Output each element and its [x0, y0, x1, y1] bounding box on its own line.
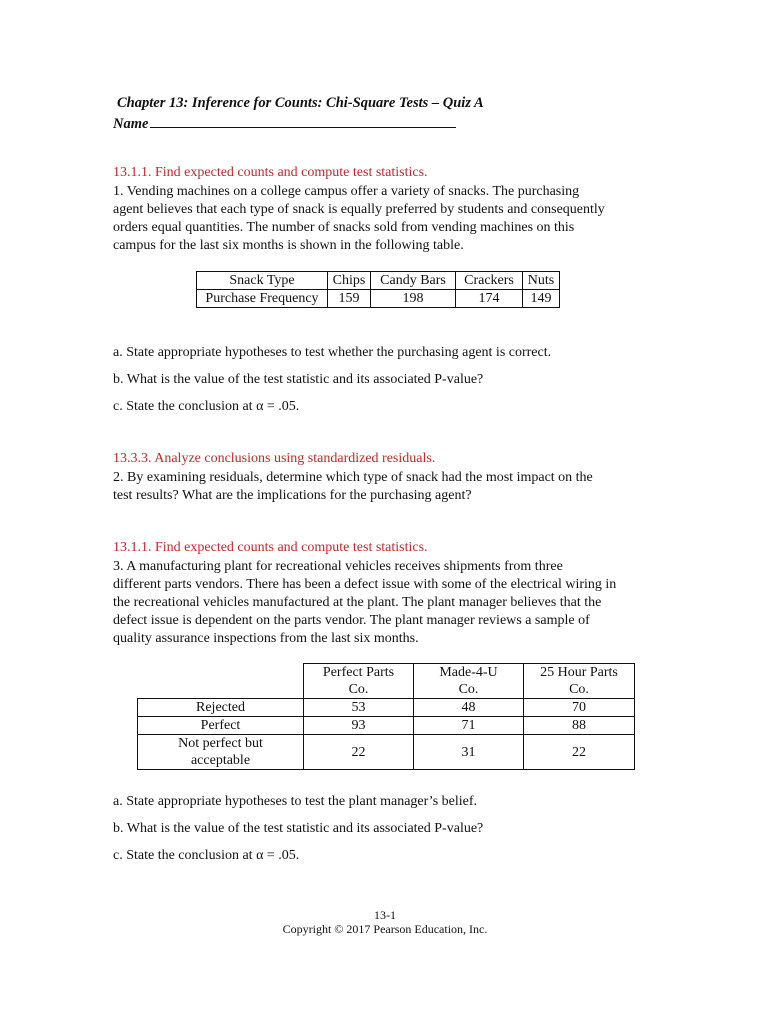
table-header-cell: Chips	[328, 272, 371, 290]
col-header-line: Made-4-U	[439, 665, 498, 680]
q2-line: test results? What are the implications for the purchasing agent?	[113, 488, 472, 503]
table-header-row	[197, 272, 560, 290]
table-cell: 198	[371, 290, 456, 308]
q1-part-a: a. State appropriate hypotheses to test whether the purchasing agent is correct.	[113, 345, 552, 360]
q1-text	[113, 183, 605, 255]
table-cell: 53	[304, 699, 414, 717]
name-label: Name	[113, 116, 149, 132]
q1-line: orders equal quantities. The number of snacks sold from vending machines on this	[113, 220, 575, 235]
q3-part-a: a. State appropriate hypotheses to test the plant manager’s belief.	[113, 794, 478, 809]
q3-line: different parts vendors. There has been a defect issue with some of the electrical wiring in	[113, 577, 617, 592]
table-cell: 93	[304, 717, 414, 735]
table-row	[138, 735, 635, 770]
table-cell: 88	[524, 717, 635, 735]
table-row-label: Rejected	[138, 699, 304, 717]
table-row-label: Purchase Frequency	[197, 290, 328, 308]
table-header-row	[138, 664, 635, 699]
row-label-line: acceptable	[190, 753, 251, 768]
table-cell: 31	[414, 735, 524, 770]
page-title: Chapter 13: Inference for Counts: Chi-Square Tests – Quiz A	[117, 95, 484, 111]
q1-section-heading: 13.1.1. Find expected counts and compute test statistics.	[113, 165, 428, 180]
table-header-cell	[414, 664, 524, 699]
name-field-line	[113, 113, 456, 133]
table-header-cell: Nuts	[523, 272, 560, 290]
q3-line: 3. A manufacturing plant for recreational vehicles receives shipments from three	[113, 559, 563, 574]
q2-text	[113, 469, 593, 505]
table-row	[197, 290, 560, 308]
q3-text	[113, 558, 616, 648]
table-row	[138, 717, 635, 735]
table-header-cell: Candy Bars	[371, 272, 456, 290]
q1-part-b: b. What is the value of the test statistic and its associated P-value?	[113, 372, 484, 387]
page-number: 13-1	[374, 908, 396, 922]
table-header-cell	[304, 664, 414, 699]
q3-part-b: b. What is the value of the test statistic and its associated P-value?	[113, 821, 484, 836]
q1-line: 1. Vending machines on a college campus offer a variety of snacks. The purchasing	[113, 184, 580, 199]
q3-section-heading: 13.1.1. Find expected counts and compute test statistics.	[113, 540, 428, 555]
row-label-line: Not perfect but	[178, 736, 263, 751]
col-header-line: 25 Hour Parts	[540, 665, 618, 680]
q1-part-c: c. State the conclusion at α = .05.	[113, 399, 300, 414]
table-cell: 174	[456, 290, 523, 308]
vendor-defect-table	[137, 663, 635, 770]
name-blank-underline	[150, 113, 456, 128]
col-header-line: Co.	[348, 682, 369, 697]
table-cell: 149	[523, 290, 560, 308]
table-cell: 71	[414, 717, 524, 735]
table-row-label	[138, 735, 304, 770]
table-cell: 22	[524, 735, 635, 770]
q3-line: quality assurance inspections from the last six months.	[113, 631, 419, 646]
q3-line: defect issue is dependent on the parts vendor. The plant manager reviews a sample of	[113, 613, 590, 628]
q2-line: 2. By examining residuals, determine which type of snack had the most impact on the	[113, 470, 593, 485]
table-row	[138, 699, 635, 717]
table-cell: 22	[304, 735, 414, 770]
table-header-cell: Snack Type	[197, 272, 328, 290]
table-header-cell: Crackers	[456, 272, 523, 290]
table-header-cell	[524, 664, 635, 699]
q3-part-c: c. State the conclusion at α = .05.	[113, 848, 300, 863]
table-row-label: Perfect	[138, 717, 304, 735]
snack-frequency-table	[196, 271, 560, 308]
table-corner-cell	[138, 664, 304, 699]
q1-line: campus for the last six months is shown in the following table.	[113, 238, 464, 253]
table-cell: 48	[414, 699, 524, 717]
col-header-line: Perfect Parts	[322, 665, 395, 680]
q3-line: the recreational vehicles manufactured at the plant. The plant manager believes that the	[113, 595, 602, 610]
copyright: Copyright © 2017 Pearson Education, Inc.	[282, 922, 488, 936]
q1-line: agent believes that each type of snack is equally preferred by students and consequently	[113, 202, 605, 217]
q2-section-heading: 13.3.3. Analyze conclusions using standardized residuals.	[113, 451, 436, 466]
table-cell: 159	[328, 290, 371, 308]
col-header-line: Co.	[458, 682, 479, 697]
col-header-line: Co.	[569, 682, 589, 697]
table-cell: 70	[524, 699, 635, 717]
